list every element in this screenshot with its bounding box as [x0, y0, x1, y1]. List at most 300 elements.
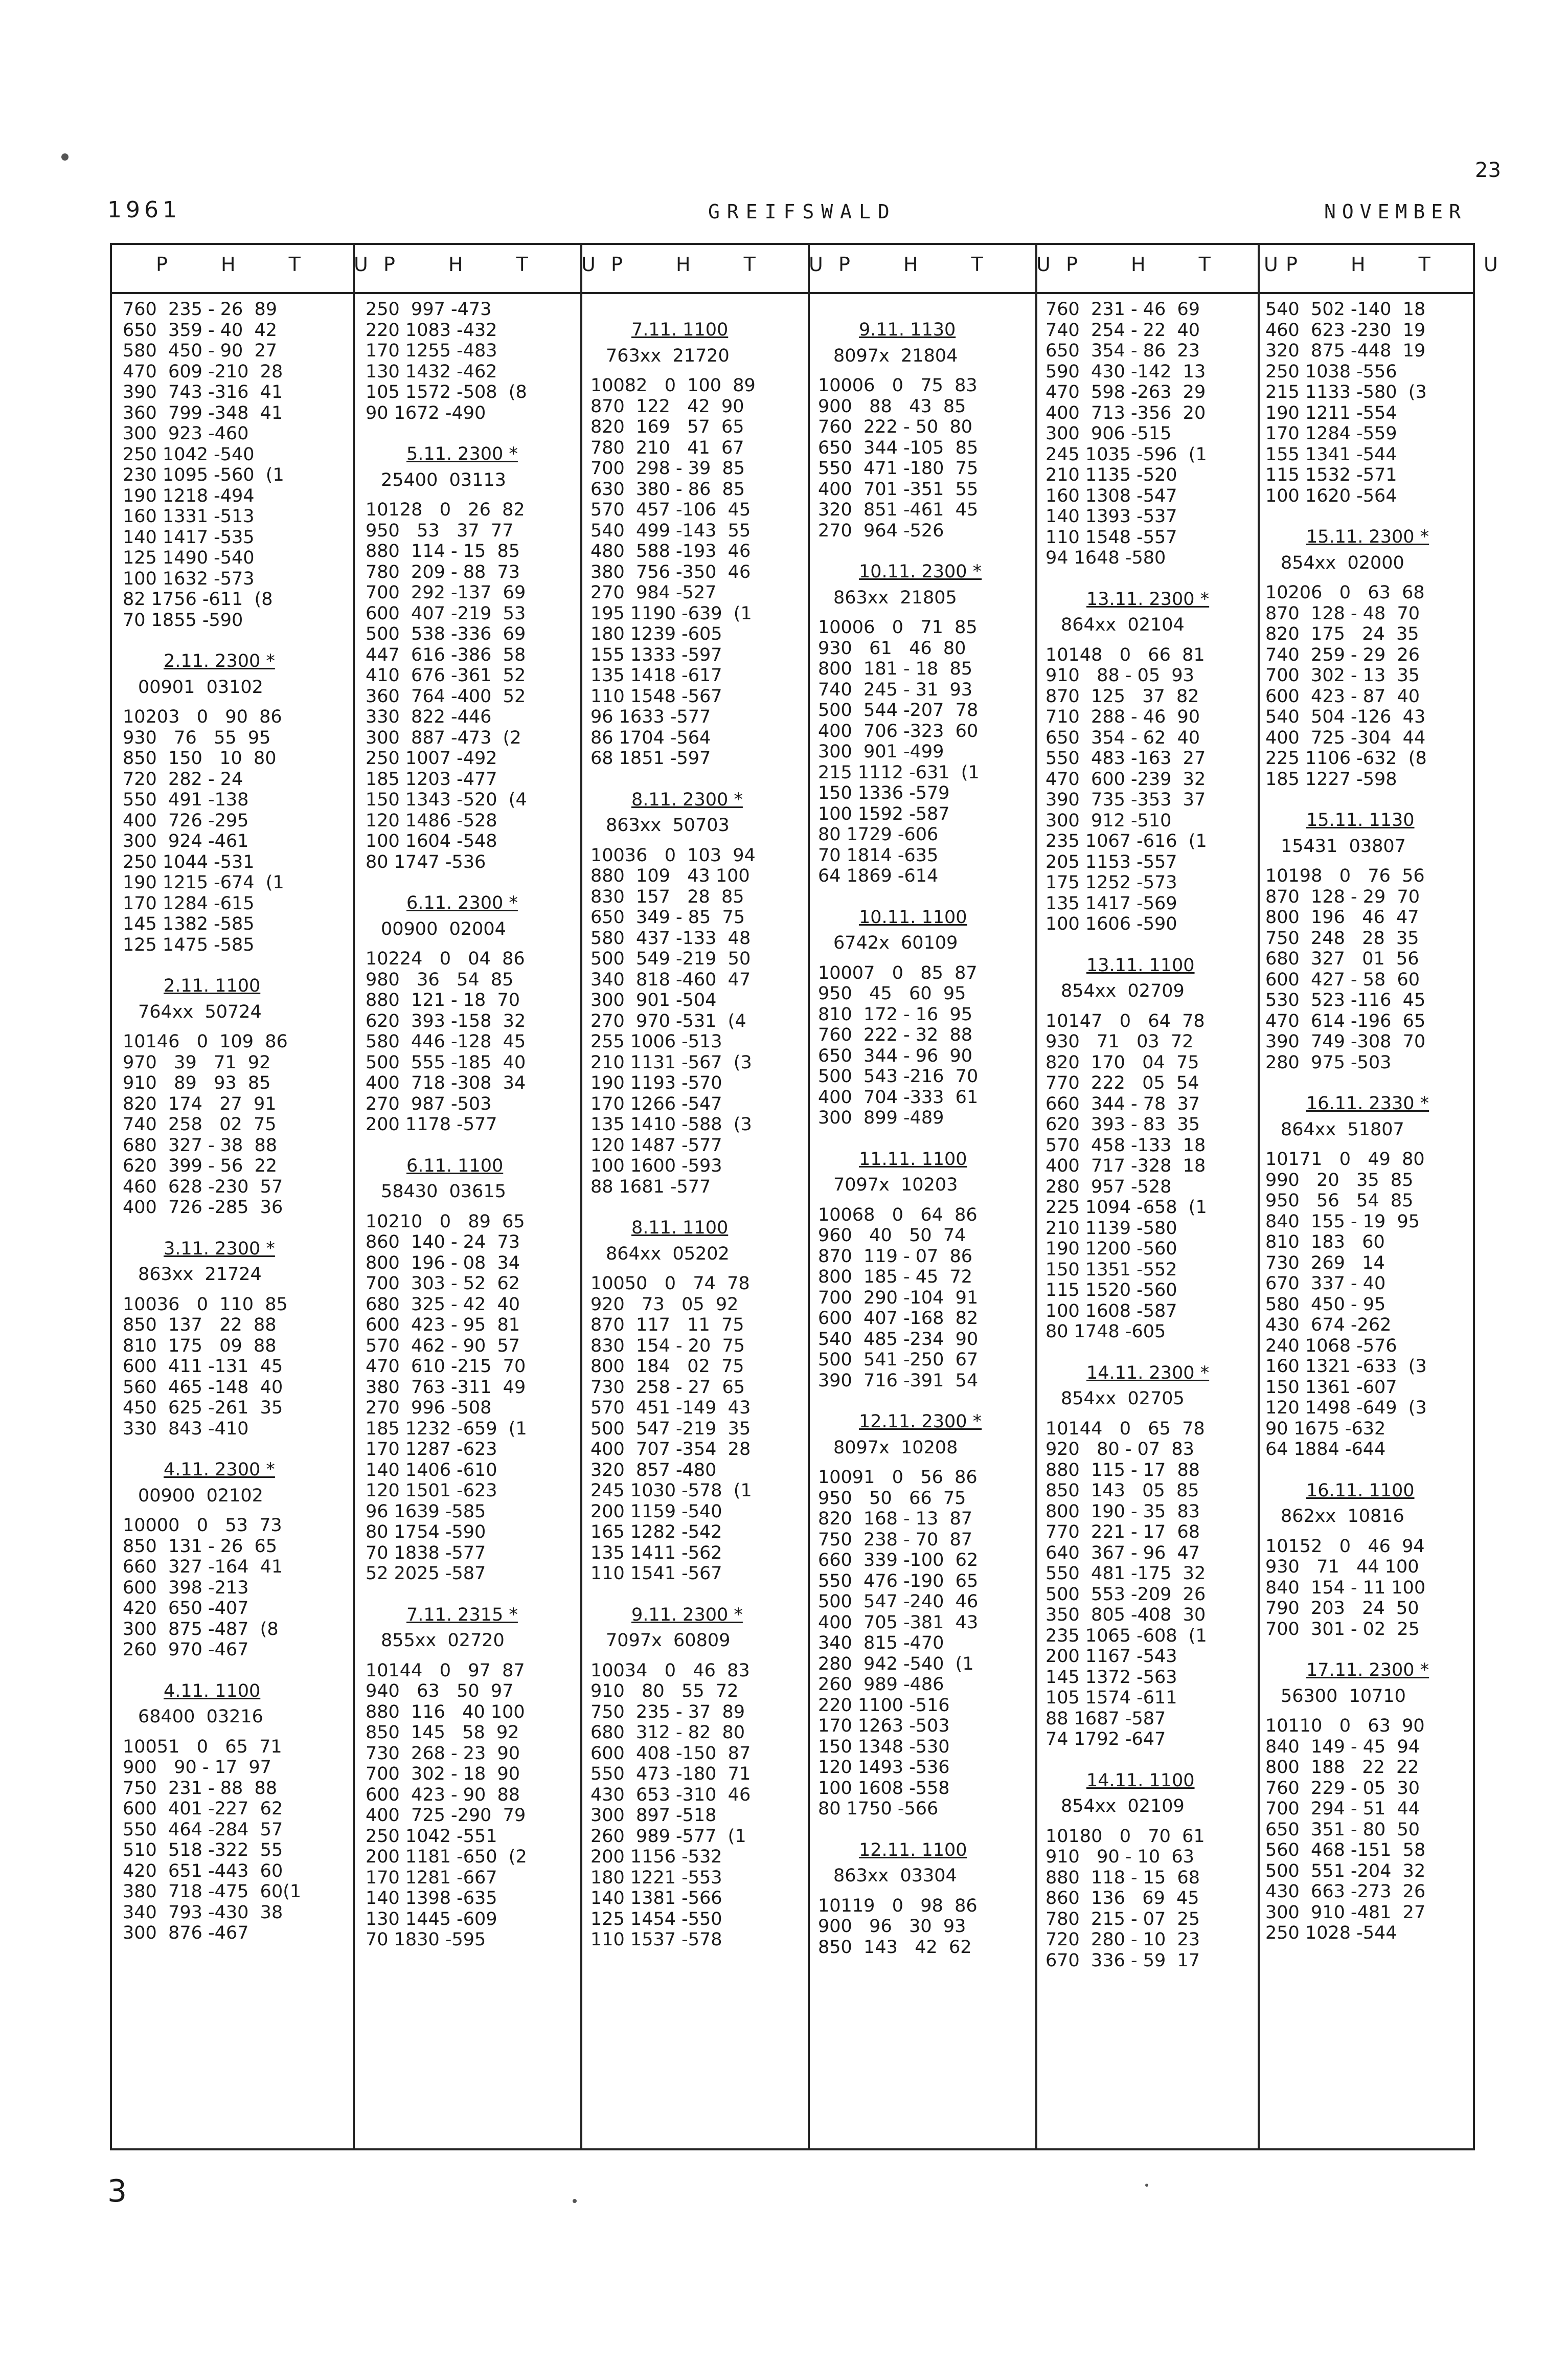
sounding-title: 6.11. 1100: [406, 1155, 504, 1176]
data-row: 810 172 - 16 95: [818, 1004, 973, 1025]
sounding-block: [1046, 589, 1266, 935]
data-row: 390 743 -316 41: [123, 382, 283, 402]
data-row: 270 996 -508: [366, 1398, 492, 1418]
sounding-block: [123, 299, 344, 631]
data-row: 600 407 -219 53: [366, 603, 526, 624]
sounding-block: [590, 1218, 811, 1584]
data-row: 580 446 -128 45: [366, 1031, 526, 1052]
data-row: 68 1851 -597: [590, 748, 711, 769]
data-row: 810 175 09 88: [123, 1335, 277, 1356]
sounding-block: [1265, 810, 1486, 1073]
sounding-code: 864xx 02104: [1061, 615, 1185, 635]
sounding-code: 863xx 21805: [833, 587, 957, 608]
data-row: 680 312 - 82 80: [590, 1722, 745, 1743]
data-row: 150 1361 -607: [1265, 1377, 1397, 1398]
data-row: 700 301 - 02 25: [1265, 1619, 1420, 1640]
data-row: 780 210 41 67: [590, 437, 744, 458]
sounding-title: 16.11. 2330 *: [1306, 1093, 1429, 1114]
data-row: 205 1153 -557: [1046, 851, 1177, 872]
data-row: 200 1178 -577: [366, 1114, 497, 1135]
data-row: 120 1501 -623: [366, 1480, 497, 1501]
sounding-block: [818, 562, 1039, 887]
data-row: 400 725 -304 44: [1265, 727, 1426, 748]
data-row: 400 705 -381 43: [818, 1612, 979, 1633]
data-row: 550 476 -190 65: [818, 1570, 979, 1591]
data-row: 760 222 - 32 88: [818, 1025, 973, 1045]
sounding-title: 16.11. 1100: [1306, 1480, 1415, 1501]
sounding-block: [590, 790, 811, 1198]
data-row: 10206 0 63 68: [1265, 582, 1425, 603]
sounding-title: 8.11. 1100: [631, 1218, 729, 1238]
sounding-code: 00901 03102: [138, 677, 263, 698]
station-label: GREIFSWALD: [708, 200, 897, 223]
data-row: 470 598 -263 29: [1046, 382, 1206, 402]
data-row: 700 302 - 13 35: [1265, 665, 1420, 686]
sounding-code: 764xx 50724: [138, 1001, 262, 1022]
sounding-title: 9.11. 1130: [859, 320, 956, 340]
data-row: 580 450 - 90 27: [123, 341, 278, 361]
data-row: 540 504 -126 43: [1265, 707, 1426, 727]
data-row: 96 1633 -577: [590, 707, 711, 727]
data-row: 330 822 -446: [366, 707, 492, 727]
data-row: 980 36 54 85: [366, 969, 514, 990]
data-row: 660 344 - 78 37: [1046, 1093, 1200, 1114]
data-row: 380 756 -350 46: [590, 562, 751, 582]
sounding-title: 10.11. 1100: [859, 907, 967, 928]
data-row: 710 288 - 46 90: [1046, 707, 1200, 727]
data-row: 190 1218 -494: [123, 485, 255, 506]
data-row: 86 1704 -564: [590, 727, 711, 748]
data-row: 460 623 -230 19: [1265, 320, 1426, 341]
data-row: 80 1754 -590: [366, 1522, 486, 1542]
data-row: 850 143 42 62: [818, 1937, 972, 1958]
data-row: 100 1632 -573: [123, 568, 255, 589]
data-row: 500 549 -219 50: [590, 949, 751, 969]
data-row: 10224 0 04 86: [366, 949, 525, 969]
data-row: 750 235 - 37 89: [590, 1701, 745, 1722]
sounding-title: 10.11. 2300 *: [859, 562, 982, 582]
data-row: 140 1406 -610: [366, 1460, 497, 1480]
data-row: 96 1639 -585: [366, 1501, 486, 1522]
data-row: 800 188 22 22: [1265, 1757, 1419, 1778]
data-row: 740 259 - 29 26: [1265, 644, 1420, 665]
data-row: 560 465 -148 40: [123, 1377, 283, 1398]
data-row: 600 423 - 87 40: [1265, 686, 1420, 707]
data-row: 200 1167 -543: [1046, 1646, 1177, 1667]
data-row: 110 1548 -557: [1046, 527, 1177, 548]
sounding-block: [590, 1605, 811, 1950]
data-row: 600 423 - 90 88: [366, 1784, 520, 1805]
data-row: 480 588 -193 46: [590, 541, 751, 562]
data-row: 160 1331 -513: [123, 506, 255, 527]
data-row: 990 20 35 85: [1265, 1170, 1414, 1191]
data-row: 800 196 - 08 34: [366, 1252, 520, 1273]
data-row: 170 1287 -623: [366, 1439, 497, 1460]
data-row: 820 174 27 91: [123, 1093, 277, 1114]
data-row: 10051 0 65 71: [123, 1736, 282, 1757]
data-row: 810 183 60: [1265, 1232, 1385, 1252]
data-row: 360 799 -348 41: [123, 402, 283, 423]
data-row: 160 1321 -633 (3: [1265, 1356, 1427, 1377]
data-row: 910 90 - 10 63: [1046, 1847, 1194, 1867]
data-row: 90 1672 -490: [366, 402, 486, 423]
data-row: 750 231 - 88 88: [123, 1778, 278, 1799]
data-row: 650 344 -105 85: [818, 437, 979, 458]
sounding-code: 854xx 02709: [1061, 981, 1185, 1001]
data-row: 10000 0 53 73: [123, 1515, 282, 1536]
data-row: 94 1648 -580: [1046, 548, 1166, 568]
data-row: 260 989 -486: [818, 1674, 944, 1695]
data-row: 870 117 11 75: [590, 1315, 744, 1335]
data-row: 950 50 66 75: [818, 1488, 966, 1509]
data-row: 770 222 05 54: [1046, 1073, 1199, 1093]
scan-speck: [573, 2199, 577, 2203]
data-row: 135 1411 -562: [590, 1542, 722, 1563]
data-row: 150 1343 -520 (4: [366, 790, 527, 810]
data-row: 300 910 -481 27: [1265, 1902, 1426, 1923]
data-row: 600 407 -168 82: [818, 1308, 979, 1329]
data-row: 570 458 -133 18: [1046, 1135, 1206, 1156]
data-row: 580 437 -133 48: [590, 928, 751, 949]
data-row: 600 398 -213: [123, 1577, 249, 1598]
data-row: 140 1381 -566: [590, 1888, 722, 1909]
data-row: 870 122 42 90: [590, 396, 744, 417]
data-row: 870 119 - 07 86: [818, 1246, 973, 1267]
data-row: 245 1035 -596 (1: [1046, 444, 1207, 465]
data-row: 400 726 -285 36: [123, 1197, 283, 1218]
sounding-block: [366, 299, 586, 423]
data-row: 90 1675 -632: [1265, 1418, 1386, 1439]
data-row: 210 1139 -580: [1046, 1218, 1177, 1239]
data-row: 880 116 40 100: [366, 1701, 525, 1722]
data-row: 880 118 - 15 68: [1046, 1867, 1200, 1888]
data-row: 910 89 93 85: [123, 1073, 271, 1093]
data-row: 105 1572 -508 (8: [366, 382, 527, 402]
data-row: 200 1181 -650 (2: [366, 1847, 527, 1867]
sounding-block: [366, 1156, 586, 1584]
sounding-title: 15.11. 1130: [1306, 810, 1415, 830]
data-row: 430 653 -310 46: [590, 1784, 751, 1805]
data-row: 245 1030 -578 (1: [590, 1480, 752, 1501]
data-row: 125 1475 -585: [123, 934, 255, 955]
data-row: 125 1490 -540: [123, 548, 255, 568]
data-row: 720 282 - 24: [123, 769, 243, 790]
data-row: 600 411 -131 45: [123, 1356, 283, 1377]
data-row: 800 196 46 47: [1265, 907, 1419, 928]
data-row: 800 181 - 18 85: [818, 659, 973, 679]
data-row: 420 651 -443 60: [123, 1860, 283, 1881]
data-row: 270 964 -526: [818, 520, 944, 541]
data-row: 570 451 -149 43: [590, 1398, 751, 1418]
data-column: [123, 299, 344, 2140]
sounding-block: [1046, 955, 1266, 1342]
data-row: 400 713 -356 20: [1046, 402, 1206, 423]
data-row: 260 989 -577 (1: [590, 1826, 746, 1847]
data-row: 700 303 - 52 62: [366, 1273, 520, 1294]
month-label: NOVEMBER: [1324, 200, 1467, 223]
data-row: 10068 0 64 86: [818, 1204, 978, 1225]
data-row: 150 1336 -579: [818, 783, 950, 803]
data-row: 220 1100 -516: [818, 1695, 950, 1716]
data-row: 180 1221 -553: [590, 1867, 722, 1888]
data-row: 88 1681 -577: [590, 1176, 711, 1197]
data-row: 820 169 57 65: [590, 417, 744, 437]
data-row: 170 1284 -615: [123, 893, 255, 914]
corner-mark: 3: [107, 2173, 127, 2209]
data-row: 390 735 -353 37: [1046, 790, 1206, 810]
data-row: 620 393 -158 32: [366, 1011, 526, 1031]
data-row: 700 298 - 39 85: [590, 458, 745, 479]
data-row: 215 1112 -631 (1: [818, 762, 980, 783]
scan-speck: [1145, 2184, 1148, 2187]
data-row: 110 1541 -567: [590, 1563, 722, 1584]
data-row: 880 115 - 17 88: [1046, 1460, 1200, 1480]
sounding-code: 00900 02004: [381, 918, 506, 939]
data-row: 120 1486 -528: [366, 810, 497, 831]
data-row: 950 53 37 77: [366, 520, 514, 541]
data-row: 70 1830 -595: [366, 1929, 486, 1950]
sounding-block: [1265, 1480, 1486, 1640]
sounding-code: 25400 03113: [381, 469, 506, 490]
sounding-code: 56300 10710: [1281, 1686, 1406, 1707]
sounding-code: 864xx 05202: [606, 1243, 730, 1264]
data-row: 170 1266 -547: [590, 1093, 722, 1114]
data-column: [1265, 299, 1486, 2140]
data-row: 235 1067 -616 (1: [1046, 831, 1207, 851]
data-row: 250 1007 -492: [366, 748, 497, 769]
sounding-block: [1265, 299, 1486, 506]
data-row: 880 121 - 18 70: [366, 990, 520, 1011]
data-row: 155 1333 -597: [590, 644, 722, 665]
sounding-code: 15431 03807: [1281, 836, 1406, 857]
data-row: 670 336 - 59 17: [1046, 1950, 1200, 1971]
sounding-code: 00900 02102: [138, 1485, 263, 1506]
data-row: 580 450 - 95: [1265, 1294, 1386, 1315]
data-row: 64 1869 -614: [818, 866, 939, 886]
data-row: 140 1393 -537: [1046, 506, 1177, 527]
data-row: 100 1592 -587: [818, 803, 950, 824]
sounding-code: 854xx 02705: [1061, 1388, 1185, 1409]
data-row: 720 280 - 10 23: [1046, 1929, 1200, 1950]
page-number: 23: [1475, 159, 1501, 182]
sounding-code: 863xx 03304: [833, 1866, 957, 1886]
data-row: 100 1620 -564: [1265, 485, 1397, 506]
sounding-code: 854xx 02109: [1061, 1796, 1185, 1816]
data-row: 630 380 - 86 85: [590, 479, 745, 500]
data-row: 80 1748 -605: [1046, 1321, 1166, 1342]
data-row: 320 857 -480: [590, 1460, 717, 1480]
sounding-code: 7097x 10203: [833, 1175, 958, 1195]
data-row: 900 88 43 85: [818, 396, 966, 417]
data-row: 850 145 58 92: [366, 1722, 519, 1743]
data-row: 115 1532 -571: [1265, 465, 1397, 485]
data-row: 950 56 54 85: [1265, 1191, 1414, 1211]
column-header: P H T U: [383, 253, 619, 276]
data-row: 540 499 -143 55: [590, 520, 751, 541]
data-row: 300 899 -489: [818, 1108, 944, 1128]
data-row: 180 1239 -605: [590, 624, 722, 644]
data-row: 760 229 - 05 30: [1265, 1778, 1420, 1799]
sounding-title: 12.11. 1100: [859, 1839, 967, 1860]
data-row: 850 150 10 80: [123, 748, 277, 769]
data-row: 860 140 - 24 73: [366, 1232, 520, 1252]
data-row: 300 887 -473 (2: [366, 727, 521, 748]
data-row: 300 912 -510: [1046, 810, 1172, 831]
data-row: 340 818 -460 47: [590, 969, 751, 990]
data-row: 400 725 -290 79: [366, 1805, 526, 1826]
sounding-block: [366, 893, 586, 1135]
data-row: 880 109 43 100: [590, 866, 750, 886]
data-row: 10006 0 75 83: [818, 375, 978, 396]
data-row: 400 707 -354 28: [590, 1439, 751, 1460]
data-row: 750 238 - 70 87: [818, 1529, 973, 1550]
data-row: 10146 0 109 86: [123, 1031, 288, 1052]
data-row: 600 401 -227 62: [123, 1799, 283, 1819]
sounding-code: 8097x 10208: [833, 1437, 958, 1458]
data-row: 770 221 - 17 68: [1046, 1522, 1200, 1542]
data-row: 80 1747 -536: [366, 851, 486, 872]
sounding-code: 862xx 10816: [1281, 1506, 1404, 1526]
data-row: 64 1884 -644: [1265, 1439, 1386, 1460]
data-row: 900 90 - 17 97: [123, 1757, 271, 1778]
data-row: 900 96 30 93: [818, 1916, 966, 1937]
data-row: 920 73 05 92: [590, 1294, 739, 1315]
data-row: 120 1498 -649 (3: [1265, 1398, 1427, 1418]
sounding-title: 7.11. 2315 *: [406, 1604, 518, 1625]
data-row: 10091 0 56 86: [818, 1467, 978, 1488]
data-row: 140 1417 -535: [123, 527, 255, 548]
data-row: 700 290 -104 91: [818, 1287, 979, 1308]
data-row: 10144 0 65 78: [1046, 1418, 1205, 1439]
data-row: 70 1814 -635: [818, 845, 939, 866]
data-row: 74 1792 -647: [1046, 1729, 1166, 1749]
sounding-block: [1265, 1093, 1486, 1460]
data-row: 570 462 - 90 57: [366, 1335, 520, 1356]
data-row: 145 1372 -563: [1046, 1667, 1177, 1688]
data-row: 620 393 - 83 35: [1046, 1114, 1200, 1135]
data-row: 10119 0 98 86: [818, 1895, 978, 1916]
data-row: 760 231 - 46 69: [1046, 299, 1200, 320]
data-row: 910 88 - 05 93: [1046, 665, 1194, 686]
data-row: 390 716 -391 54: [818, 1370, 979, 1391]
data-row: 400 706 -323 60: [818, 721, 979, 742]
data-row: 135 1418 -617: [590, 665, 722, 686]
data-row: 300 901 -499: [818, 742, 944, 762]
data-row: 740 245 - 31 93: [818, 679, 973, 700]
sounding-title: 15.11. 2300 *: [1306, 527, 1429, 547]
data-row: 200 1159 -540: [590, 1501, 722, 1522]
data-row: 270 970 -531 (4: [590, 1011, 746, 1031]
data-row: 110 1537 -578: [590, 1929, 722, 1950]
data-row: 410 676 -361 52: [366, 665, 526, 686]
column-divider: [353, 243, 355, 2150]
sounding-block: [366, 1605, 586, 1950]
sounding-title: 4.11. 1100: [164, 1680, 261, 1701]
data-row: 10203 0 90 86: [123, 707, 282, 727]
data-row: 500 541 -250 67: [818, 1350, 979, 1370]
data-row: 700 302 - 18 90: [366, 1764, 520, 1784]
sounding-code: 863xx 50703: [606, 815, 730, 836]
data-row: 135 1410 -588 (3: [590, 1114, 752, 1135]
data-row: 52 2025 -587: [366, 1563, 486, 1584]
data-row: 200 1156 -532: [590, 1847, 722, 1867]
data-row: 150 1351 -552: [1046, 1259, 1177, 1280]
data-row: 940 63 50 97: [366, 1681, 514, 1701]
data-row: 680 327 01 56: [1265, 949, 1419, 969]
sounding-block: [590, 320, 811, 769]
data-row: 740 254 - 22 40: [1046, 320, 1200, 341]
data-row: 380 763 -311 49: [366, 1377, 526, 1398]
data-row: 650 354 - 62 40: [1046, 727, 1200, 748]
data-row: 260 970 -467: [123, 1640, 249, 1660]
data-row: 230 1095 -560 (1: [123, 465, 284, 485]
data-row: 660 327 -164 41: [123, 1557, 283, 1577]
data-row: 170 1281 -667: [366, 1867, 497, 1888]
sounding-block: [123, 1681, 344, 1944]
data-row: 680 327 - 38 88: [123, 1135, 278, 1156]
data-row: 10006 0 71 85: [818, 617, 978, 638]
sounding-block: [818, 907, 1039, 1129]
sounding-code: 855xx 02720: [381, 1630, 505, 1651]
data-row: 10144 0 97 87: [366, 1660, 525, 1681]
data-row: 350 805 -408 30: [1046, 1605, 1206, 1625]
data-row: 380 718 -475 60(1: [123, 1881, 302, 1902]
data-row: 270 987 -503: [366, 1093, 492, 1114]
data-row: 930 61 46 80: [818, 638, 966, 659]
data-row: 920 80 - 07 83: [1046, 1439, 1194, 1460]
sounding-block: [366, 444, 586, 872]
data-row: 190 1193 -570: [590, 1073, 722, 1093]
sounding-title: 9.11. 2300 *: [631, 1604, 743, 1625]
data-row: 280 942 -540 (1: [818, 1653, 974, 1674]
data-row: 590 430 -142 13: [1046, 361, 1206, 382]
data-row: 400 704 -333 61: [818, 1087, 979, 1108]
data-row: 970 39 71 92: [123, 1052, 271, 1073]
sounding-title: 14.11. 2300 *: [1086, 1362, 1210, 1383]
data-row: 220 1083 -432: [366, 320, 497, 341]
data-row: 910 80 55 72: [590, 1681, 739, 1701]
data-row: 560 468 -151 58: [1265, 1840, 1426, 1860]
data-row: 210 1131 -567 (3: [590, 1052, 752, 1073]
data-column: [1046, 299, 1266, 2140]
data-row: 300 923 -460: [123, 423, 249, 444]
data-row: 115 1520 -560: [1046, 1280, 1177, 1300]
data-row: 460 628 -230 57: [123, 1176, 283, 1197]
data-row: 320 851 -461 45: [818, 500, 979, 520]
sounding-code: 7097x 60809: [606, 1630, 731, 1651]
sounding-title: 13.11. 1100: [1086, 955, 1195, 976]
column-header: P H T U: [1286, 253, 1521, 276]
data-row: 500 543 -216 70: [818, 1066, 979, 1087]
data-row: 170 1263 -503: [818, 1716, 950, 1736]
sounding-code: 864xx 51807: [1281, 1119, 1404, 1140]
data-column: [818, 299, 1039, 2140]
data-row: 270 984 -527: [590, 582, 717, 603]
data-row: 400 701 -351 55: [818, 479, 979, 500]
sounding-code: 58430 03615: [381, 1181, 506, 1202]
data-row: 540 502 -140 18: [1265, 299, 1426, 320]
data-row: 570 457 -106 45: [590, 500, 751, 520]
data-row: 10128 0 26 82: [366, 500, 525, 520]
data-row: 160 1308 -547: [1046, 485, 1177, 506]
data-row: 800 184 02 75: [590, 1356, 744, 1377]
data-row: 280 957 -528: [1046, 1176, 1172, 1197]
data-row: 700 292 -137 69: [366, 582, 526, 603]
data-row: 10007 0 85 87: [818, 962, 978, 983]
data-row: 140 1398 -635: [366, 1888, 497, 1909]
data-row: 330 843 -410: [123, 1418, 249, 1439]
data-row: 780 215 - 07 25: [1046, 1909, 1200, 1929]
